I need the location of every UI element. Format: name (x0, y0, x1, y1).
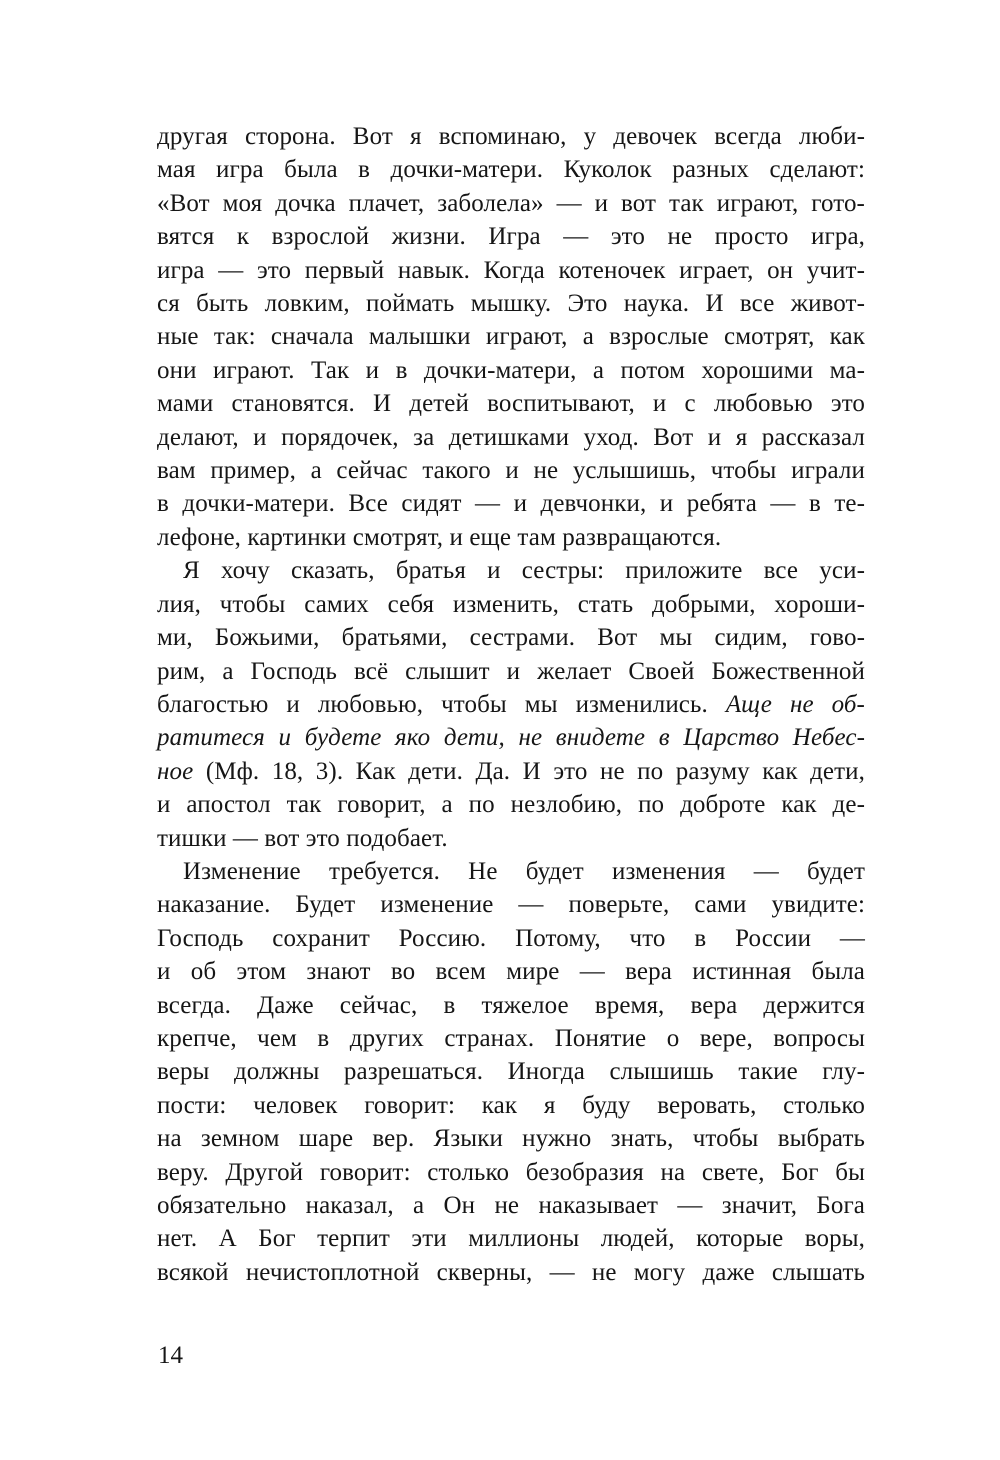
text-line (157, 888, 865, 921)
text-line (157, 922, 865, 955)
body-text: ные так: сначала малышки играют, а взрослые смотрят, как (157, 323, 865, 351)
text-line (157, 421, 865, 454)
text-line (157, 1022, 865, 1055)
body-text: Господь сохранит Россию. Потому, что в России — (157, 924, 865, 952)
text-line (157, 220, 865, 253)
body-text: пости: человек говорит: как я буду веровать, столько (157, 1091, 865, 1119)
body-text: крепче, чем в других странах. Понятие о вере, вопросы (157, 1024, 865, 1052)
text-line (157, 120, 865, 153)
text-line (157, 688, 865, 721)
text-line (157, 153, 865, 186)
text-line (157, 588, 865, 621)
body-text: мами становятся. И детей воспитывают, и с любовью это (157, 390, 865, 418)
text-line (157, 1122, 865, 1155)
body-text: в дочки-матери. Все сидят — и девчонки, и ребята — в те- (157, 490, 865, 518)
text-line (157, 955, 865, 988)
text-line (157, 755, 865, 788)
text-line (157, 655, 865, 688)
text-line (157, 788, 865, 821)
page-number: 14 (158, 1342, 183, 1369)
body-text: благостью и любовью, чтобы мы изменились. (157, 690, 726, 718)
body-text: тишки — вот это подобает. (157, 824, 448, 852)
text-line (157, 1189, 865, 1222)
body-text: (Мф. 18, 3). Как дети. Да. И это не по разуму как дети, (205, 757, 865, 785)
text-line (157, 320, 865, 353)
text-line (157, 1089, 865, 1122)
body-text: вам пример, а сейчас такого и не услышишь, чтобы играли (157, 457, 865, 485)
quote-italic-text: ное (157, 757, 206, 785)
body-text: рим, а Господь всё слышит и желает Своей Божественной (157, 657, 865, 685)
body-text: ми, Божьими, братьями, сестрами. Вот мы сидим, гово- (157, 624, 865, 652)
text-line (157, 1156, 865, 1189)
body-text: наказание. Будет изменение — поверьте, сами увидите: (157, 891, 865, 919)
body-text: нет. А Бог терпит эти миллионы людей, которые воры, (157, 1225, 865, 1253)
body-text: игра — это первый навык. Когда котеночек играет, он учит- (157, 256, 865, 284)
text-line (157, 287, 865, 320)
text-line (157, 1256, 865, 1289)
body-text: всякой нечистоплотной скверны, — не могу даже слышать (157, 1258, 865, 1286)
body-text: они играют. Так и в дочки-матери, а потом хорошими ма- (157, 356, 865, 384)
text-line (157, 521, 865, 554)
body-text: на земном шаре вер. Языки нужно знать, чтобы выбрать (157, 1125, 865, 1153)
text-line (157, 254, 865, 287)
body-text: Изменение требуется. Не будет изменения — будет (183, 857, 865, 885)
text-line (157, 554, 865, 587)
text-line (157, 721, 865, 754)
body-text: веру. Другой говорит: столько безобразия на свете, Бог бы (157, 1158, 865, 1186)
body-text: мая игра была в дочки-матери. Куколок разных сделают: (157, 156, 865, 184)
text-line (157, 354, 865, 387)
body-text: «Вот моя дочка плачет, заболела» — и вот так играют, гото- (157, 189, 865, 217)
text-line (157, 621, 865, 654)
body-text: Я хочу сказать, братья и сестры: приложите все уси- (183, 557, 865, 585)
body-text: обязательно наказал, а Он не наказывает — значит, Бога (157, 1192, 865, 1219)
text-line (157, 989, 865, 1022)
body-text: всегда. Даже сейчас, в тяжелое время, вера держится (157, 991, 865, 1019)
body-text: лефоне, картинки смотрят, и еще там развращаются. (157, 523, 722, 551)
text-line (157, 855, 865, 888)
body-text: и об этом знают во всем мире — вера истинная была (157, 958, 865, 986)
text-line (157, 487, 865, 520)
quote-italic-text: Аще не об- (725, 690, 865, 718)
body-text: лия, чтобы самих себя изменить, стать добрыми, хороши- (157, 590, 865, 618)
text-line (157, 1222, 865, 1255)
body-text: веры должны разрешаться. Иногда слышишь такие глу- (157, 1058, 865, 1086)
body-text: вятся к взрослой жизни. Игра — это не просто игра, (157, 223, 865, 251)
text-line (157, 454, 865, 487)
body-text: другая сторона. Вот я вспоминаю, у девочек всегда люби- (157, 123, 865, 150)
text-line (157, 187, 865, 220)
text-line (157, 822, 865, 855)
text-line (157, 387, 865, 420)
body-text: и апостол так говорит, а по незлобию, по доброте как де- (157, 791, 865, 819)
body-text: делают, и порядочек, за детишками уход. Вот и я рассказал (157, 423, 865, 451)
quote-italic-text: ратитеся и будете яко дети, не внидете в Царство Небес- (157, 724, 865, 752)
body-text: ся быть ловким, поймать мышку. Это наука. И все живот- (157, 290, 865, 318)
text-line (157, 1055, 865, 1088)
page-text (157, 120, 865, 1289)
